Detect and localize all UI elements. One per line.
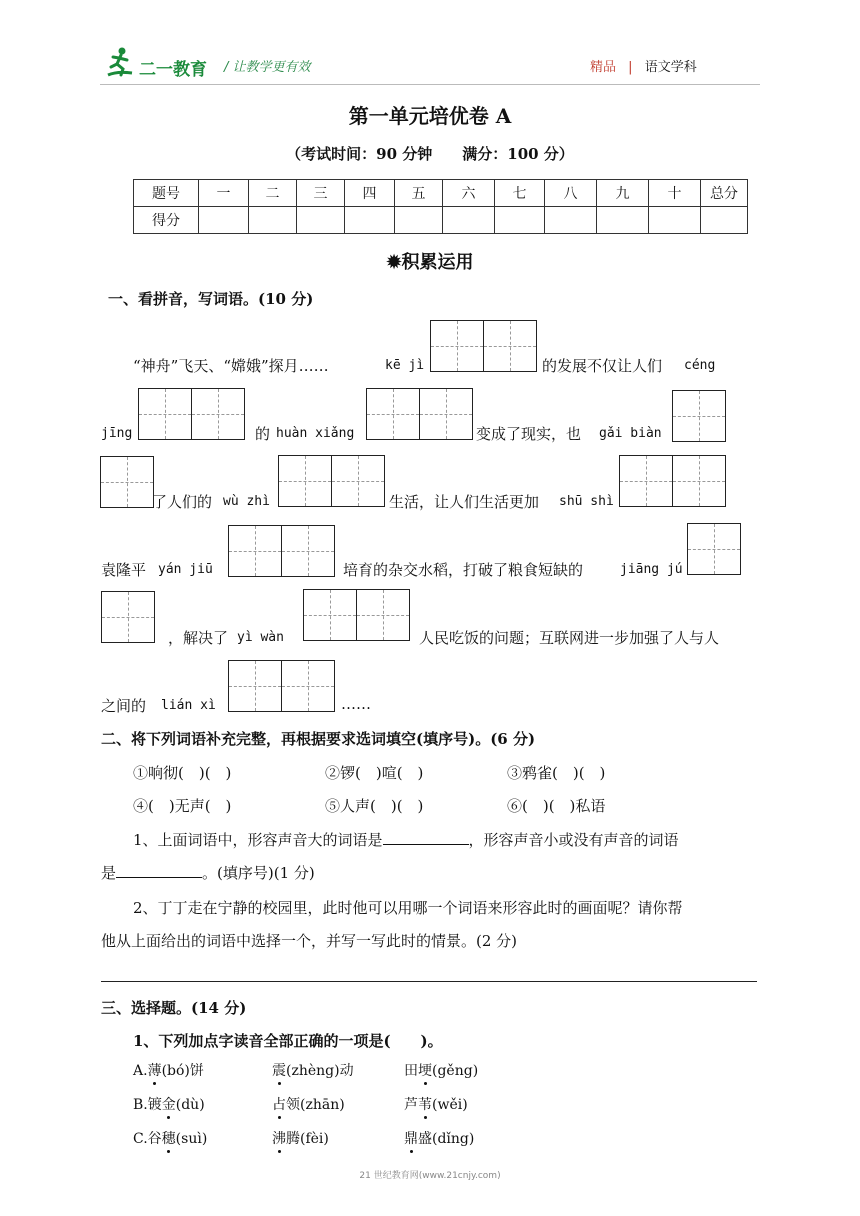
option-text: (bó)饼 [161,1063,204,1079]
subject-label: 语文学科 [644,60,697,75]
logo-text: 二一教育 [139,60,207,80]
score-header-cell: 九 [597,180,649,207]
option-text: (wěi) [432,1097,468,1113]
question-3-title: 三、选择题。(14 分) [101,999,247,1017]
idiom-item-5: ⑤人声( )( ) [325,797,424,815]
section-heading: ✹积累运用 [386,252,474,273]
writing-grid-yiwan[interactable] [303,589,410,641]
score-header-cell: 五 [395,180,443,207]
writing-grid-huanxiang[interactable] [366,388,473,440]
dotted-char: 金 [162,1094,176,1114]
pinyin-shushi: shū shì [559,494,614,509]
pinyin-yanjiu: yán jiū [158,562,213,577]
premium-label: 精品 [590,60,617,75]
option-text: 腾(fèi) [286,1131,329,1147]
q1-text: …… [341,695,371,713]
q2-sub1-text: 是 [101,864,117,882]
writing-grid-yanjiu[interactable] [228,525,335,577]
q1-text: 生活，让人们生活更加 [389,493,540,511]
option-a-word-2 [272,1060,354,1080]
score-header-cell: 七 [495,180,545,207]
question-2-title: 二、将下列词语补充完整，再根据要求选词填空(填序号)。(6 分) [101,730,536,748]
score-input-cell[interactable] [649,207,701,234]
option-text: 芦 [404,1097,418,1113]
q2-sub1-text: 。(填序号)(1 分) [202,864,315,882]
writing-grid-shushi[interactable] [619,455,726,507]
dotted-char: 薄 [148,1060,162,1080]
score-input-cell[interactable] [597,207,649,234]
option-c-word-2 [272,1128,329,1148]
answer-line[interactable] [101,981,757,982]
writing-grid-gaibian-2[interactable] [100,456,154,508]
pinyin-lianxi: lián xì [161,698,216,713]
idiom-item-4: ④( )无声( ) [133,797,232,815]
pinyin-cengjing-2: jīng [101,426,133,441]
score-input-cell[interactable] [545,207,597,234]
answer-blank[interactable] [383,831,469,845]
score-input-cell[interactable] [701,207,748,234]
page-footer: 21 世纪教育网(www.21cnjy.com) [359,1171,501,1181]
writing-grid-jiangju-2[interactable] [101,591,155,643]
dotted-char: 穗 [162,1128,176,1148]
option-b-word-3 [404,1094,468,1114]
dotted-char: 苇 [418,1094,432,1114]
q1-text: 袁隆平 [101,561,147,579]
writing-grid-wuzhi[interactable] [278,455,385,507]
logo [105,45,215,81]
q1-text: 之间的 [101,697,147,715]
header-slogan: / 让教学更有效 [224,60,311,75]
q2-subquestion-2-cont: 他从上面给出的词语中选择一个，并写一写此时的情景。(2 分) [101,932,518,950]
option-c-word-3 [404,1128,474,1148]
q1-text: 了人们的 [152,493,213,511]
option-text: 田 [404,1063,418,1079]
writing-grid-gaibian-1[interactable] [672,390,726,442]
score-header-cell: 四 [345,180,395,207]
pinyin-gaibian: gǎi biàn [599,426,662,441]
dotted-char: 埂 [418,1060,432,1080]
header-rule [100,84,760,85]
pinyin-yiwan: yì wàn [237,630,284,645]
score-header-cell: 总分 [701,180,748,207]
q3-subquestion-1: 1、下列加点字读音全部正确的一项是( )。 [133,1032,443,1050]
option-b-word-2 [272,1094,345,1114]
q1-text: 的 [255,425,271,443]
q2-subquestion-2: 2、丁丁走在宁静的校园里，此时他可以用哪一个词语来形容此时的画面呢？请你帮 [133,899,683,917]
score-table-header-row [134,180,748,207]
score-header-cell: 十 [649,180,701,207]
idiom-item-1: ①响彻( )( ) [133,764,232,782]
dotted-char: 占 [272,1094,286,1114]
score-header-cell: 题号 [134,180,199,207]
exam-info: （考试时间：90 分钟 满分：100 分） [286,145,574,163]
score-header-cell: 六 [443,180,495,207]
option-text: (zhèng)动 [286,1063,354,1079]
pinyin-cengjing: céng [684,358,716,373]
option-text: 领(zhān) [286,1097,345,1113]
score-header-cell: 一 [199,180,249,207]
score-input-cell[interactable] [495,207,545,234]
score-input-cell[interactable] [345,207,395,234]
idiom-item-2: ②锣( )喧( ) [325,764,424,782]
option-text: (suì) [175,1131,208,1147]
dotted-char: 鼎 [404,1128,418,1148]
option-label: A. [133,1063,148,1079]
q1-text: “神舟”飞天、“嫦娥”探月…… [133,357,329,375]
q2-subquestion-1-cont [101,862,315,883]
q2-sub1-text: 1、上面词语中，形容声音大的词语是 [133,831,383,849]
score-input-cell[interactable] [249,207,297,234]
option-text: 镀 [147,1097,162,1113]
writing-grid-jiangju-1[interactable] [687,523,741,575]
option-text: (gěng) [432,1063,479,1079]
dotted-char: 震 [272,1060,286,1080]
q1-text: 人民吃饭的问题；互联网进一步加强了人与人 [419,629,720,647]
question-1-title: 一、看拼音，写词语。(10 分) [108,290,314,308]
writing-grid-lianxi[interactable] [228,660,335,712]
writing-grid-keji[interactable] [430,320,537,372]
answer-blank[interactable] [116,864,202,878]
option-label: B. [133,1097,148,1113]
q2-subquestion-1 [133,829,679,850]
option-text: (dù) [175,1097,205,1113]
score-header-cell: 八 [545,180,597,207]
runner-logo-icon [105,45,135,79]
option-text: 谷 [147,1131,162,1147]
writing-grid-cengjing[interactable] [138,388,245,440]
score-row-label: 得分 [134,207,199,234]
header-divider: | [628,60,633,75]
q1-text: 变成了现实，也 [476,425,582,443]
q1-text: ，解决了 [168,629,229,647]
q1-text: 的发展不仅让人们 [542,357,663,375]
option-b[interactable] [133,1094,205,1114]
score-input-cell[interactable] [199,207,249,234]
option-a-word-3 [404,1060,478,1080]
option-text: 盛(dǐng) [418,1131,475,1147]
pinyin-jiangju: jiāng jú [620,562,683,577]
score-input-cell[interactable] [395,207,443,234]
q1-text: 培育的杂交水稻，打破了粮食短缺的 [343,561,584,579]
score-header-cell: 三 [297,180,345,207]
dotted-char: 沸 [272,1128,286,1148]
q2-sub1-text: ，形容声音小或没有声音的词语 [468,831,679,849]
pinyin-wuzhi: wù zhì [223,494,270,509]
idiom-item-6: ⑥( )( )私语 [507,797,606,815]
score-header-cell: 二 [249,180,297,207]
page-title: 第一单元培优卷 A [348,104,512,128]
option-label: C. [133,1131,148,1147]
option-a[interactable] [133,1060,204,1080]
score-input-cell[interactable] [297,207,345,234]
pinyin-huanxiang: huàn xiǎng [276,426,355,441]
pinyin-keji: kē jì [385,358,425,373]
score-table-score-row [134,207,748,234]
score-input-cell[interactable] [443,207,495,234]
option-c[interactable] [133,1128,207,1148]
idiom-item-3: ③鸦雀( )( ) [507,764,606,782]
score-table [133,179,748,234]
